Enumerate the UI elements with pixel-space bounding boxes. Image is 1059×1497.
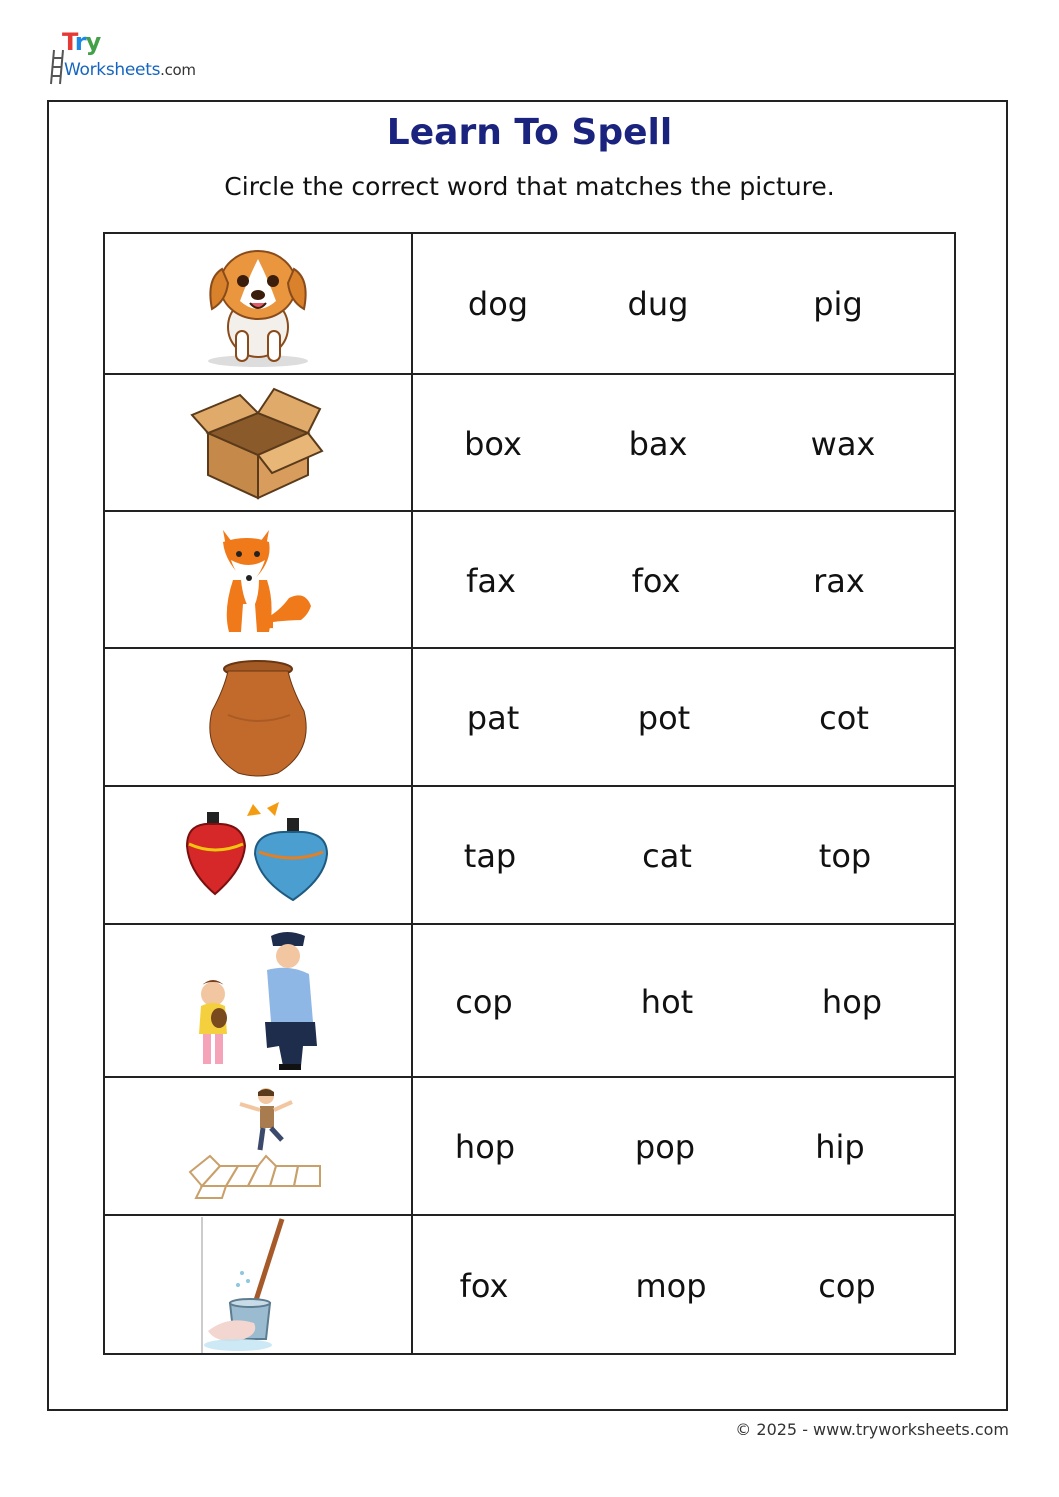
word-choice[interactable]: cat bbox=[642, 837, 692, 875]
police-officer-icon bbox=[105, 925, 411, 1076]
word-choice[interactable]: rax bbox=[813, 561, 865, 600]
word-choice[interactable]: hot bbox=[640, 982, 694, 1021]
word-choice[interactable]: box bbox=[464, 424, 522, 463]
word-choice[interactable]: hop bbox=[454, 1128, 516, 1166]
mop-icon bbox=[105, 1216, 411, 1353]
word-choice[interactable]: hip bbox=[815, 1128, 865, 1166]
column-divider bbox=[411, 925, 413, 1076]
word-choice[interactable]: pot bbox=[637, 699, 691, 737]
table-row bbox=[105, 373, 954, 510]
word-choice[interactable]: dog bbox=[467, 284, 529, 323]
table-row bbox=[105, 785, 954, 923]
column-divider bbox=[411, 234, 413, 373]
word-choice[interactable]: wax bbox=[810, 424, 876, 463]
page-title: Learn To Spell bbox=[386, 112, 673, 153]
word-choice[interactable]: hop bbox=[821, 982, 883, 1021]
box-icon bbox=[105, 375, 411, 510]
word-choice[interactable]: dug bbox=[627, 284, 689, 323]
table-row bbox=[105, 234, 954, 373]
pot-icon bbox=[105, 649, 411, 785]
column-divider bbox=[411, 649, 413, 785]
word-choice[interactable]: fax bbox=[466, 561, 516, 600]
table-row bbox=[105, 510, 954, 647]
logo-worksheets: Worksheets.com bbox=[64, 60, 196, 80]
logo-try: Try bbox=[62, 28, 101, 56]
column-divider bbox=[411, 787, 413, 923]
instruction-text: Circle the correct word that matches the picture. bbox=[224, 172, 835, 201]
word-choice[interactable]: top bbox=[818, 837, 872, 875]
fox-icon bbox=[105, 512, 411, 647]
word-choice[interactable]: pat bbox=[466, 699, 520, 737]
table-row bbox=[105, 923, 954, 1076]
dog-icon bbox=[105, 234, 411, 373]
column-divider bbox=[411, 1216, 413, 1353]
spinning-top-icon bbox=[105, 787, 411, 923]
site-logo bbox=[50, 28, 240, 88]
copyright-footer: © 2025 - www.tryworksheets.com bbox=[735, 1420, 1009, 1439]
column-divider bbox=[411, 375, 413, 510]
word-choice[interactable]: mop bbox=[635, 1266, 707, 1305]
word-choice[interactable]: pop bbox=[634, 1128, 696, 1166]
word-choice[interactable]: bax bbox=[628, 424, 688, 463]
word-choice[interactable]: cot bbox=[819, 699, 869, 737]
spelling-table bbox=[103, 232, 956, 1355]
word-choice[interactable]: tap bbox=[463, 837, 517, 875]
word-choice[interactable]: cop bbox=[818, 1266, 876, 1305]
word-choice[interactable]: cop bbox=[455, 982, 513, 1021]
column-divider bbox=[411, 1078, 413, 1214]
column-divider bbox=[411, 512, 413, 647]
table-row bbox=[105, 1076, 954, 1214]
word-choice[interactable]: fox bbox=[631, 561, 681, 600]
table-row bbox=[105, 647, 954, 785]
word-choice[interactable]: pig bbox=[813, 284, 863, 323]
table-row bbox=[105, 1214, 954, 1353]
word-choice[interactable]: fox bbox=[459, 1266, 509, 1305]
hopscotch-icon bbox=[105, 1078, 411, 1214]
